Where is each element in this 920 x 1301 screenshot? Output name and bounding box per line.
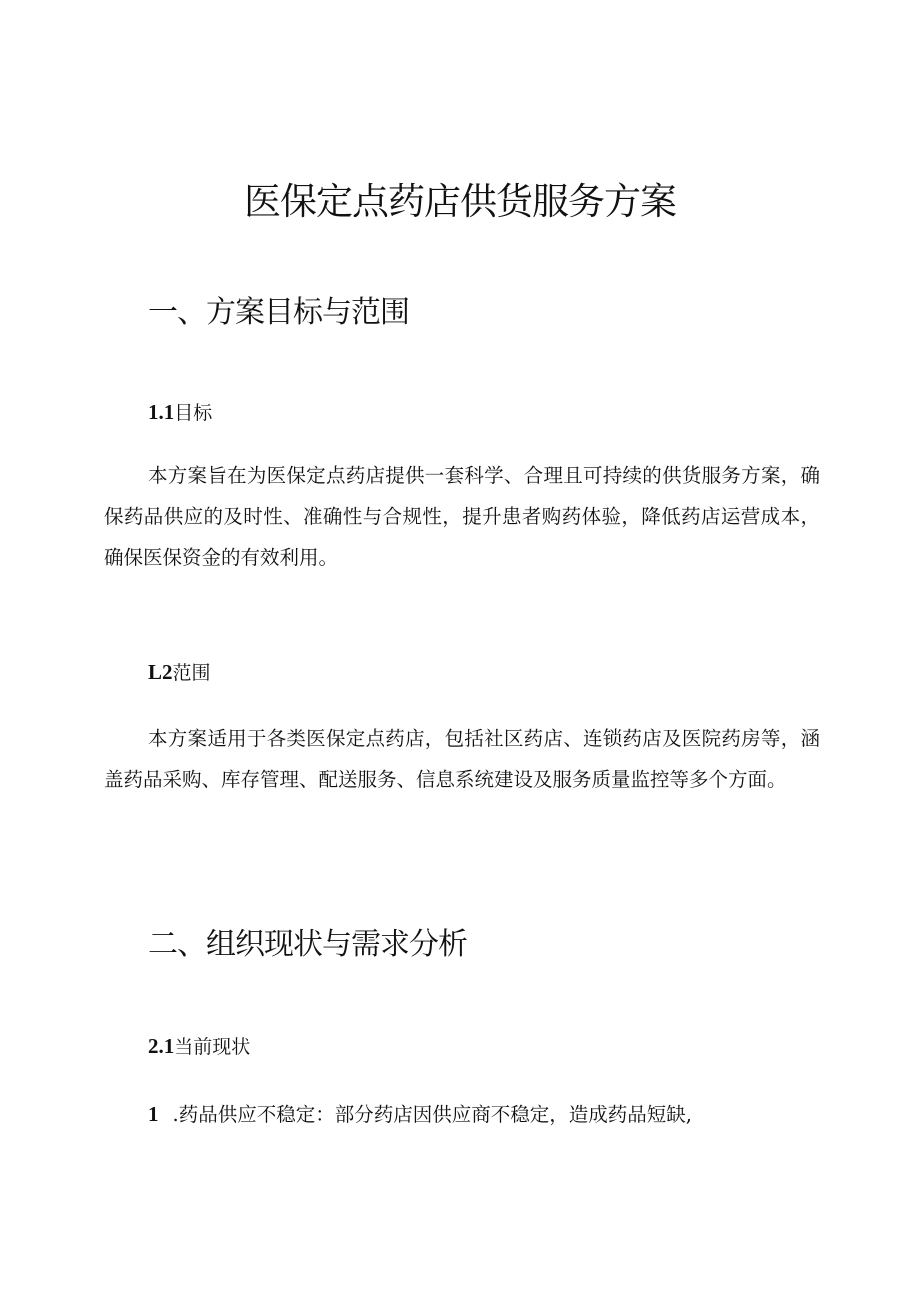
subsection-label: 目标 xyxy=(174,402,213,424)
subsection-number: L2 xyxy=(148,660,173,684)
subsection-heading-1-2 xyxy=(148,658,211,687)
subsection-number: 2.1 xyxy=(148,1034,175,1058)
section-heading-1: 一、方案目标与范围 xyxy=(148,295,409,330)
section-heading-2: 二、组织现状与需求分析 xyxy=(148,927,467,962)
subsection-label: 范围 xyxy=(172,662,211,684)
document-title: 医保定点药店供货服务方案 xyxy=(244,180,676,223)
subsection-heading-2-1 xyxy=(148,1032,250,1061)
list-item-text: .药品供应不稳定：部分药店因供应商不稳定，造成药品短缺, xyxy=(172,1103,692,1126)
list-item-marker: 1 xyxy=(148,1102,159,1126)
subsection-label: 当前现状 xyxy=(174,1036,251,1058)
paragraph-scope: 本方案适用于各类医保定点药店，包括社区药店、连锁药店及医院药房等，涵盖药品采购、库存管理、配送服务、信息系统建设及服务质量监控等多个方面。 xyxy=(104,727,820,791)
list-item xyxy=(148,1100,692,1129)
paragraph-goal: 本方案旨在为医保定点药店提供一套科学、合理且可持续的供货服务方案，确保药品供应的及时性、准确性与合规性，提升患者购药体验，降低药店运营成本，确保医保资金的有效利用。 xyxy=(104,464,820,569)
subsection-heading-1-1 xyxy=(148,398,212,427)
subsection-number: 1.1 xyxy=(148,400,175,424)
